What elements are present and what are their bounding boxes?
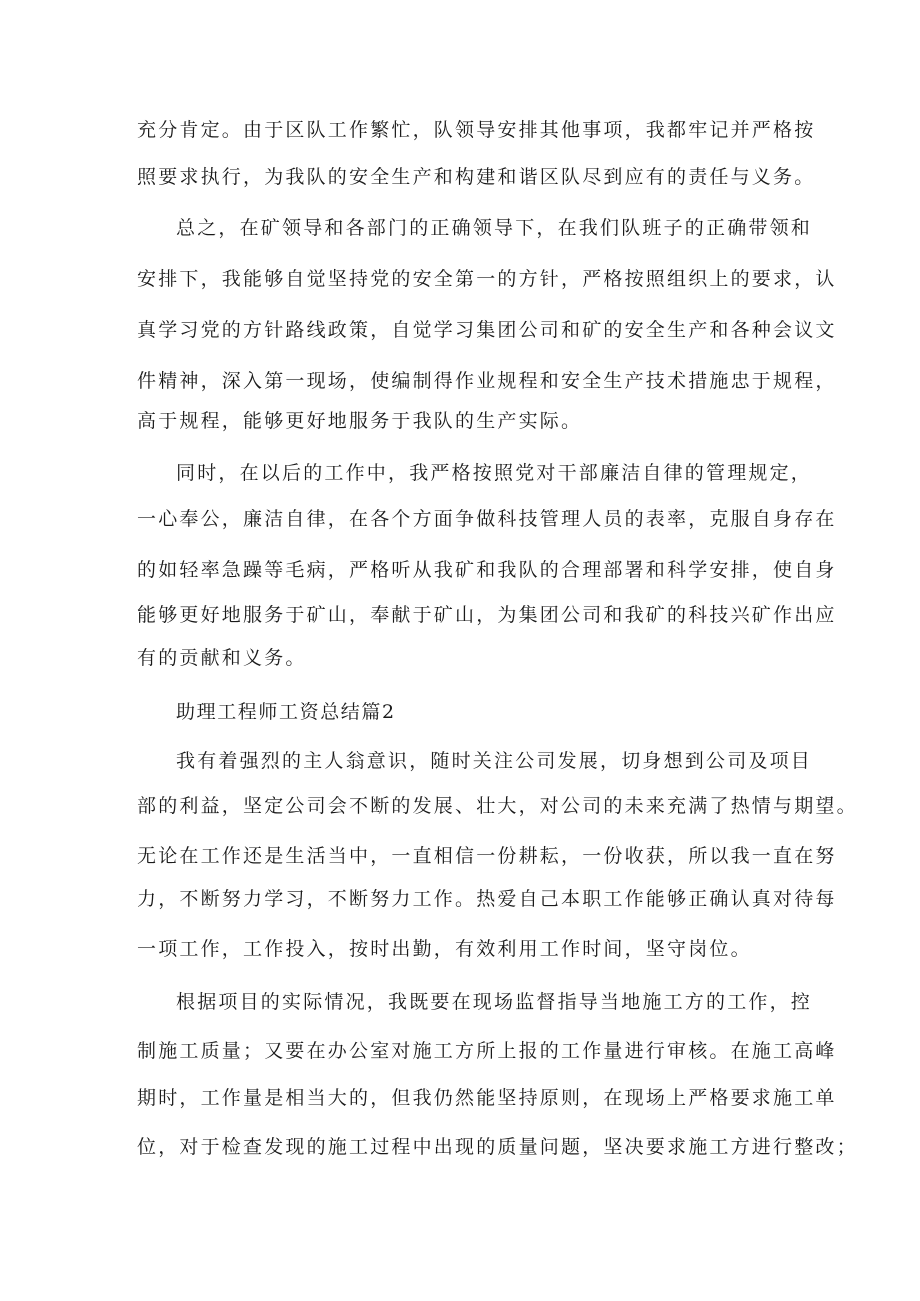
paragraph-line: 我有着强烈的主人翁意识，随时关注公司发展，切身想到公司及项目 (176, 750, 813, 772)
paragraph-line: 的如轻率急躁等毛病，严格听从我矿和我队的合理部署和科学安排，使自身 (137, 559, 837, 581)
section-heading: 助理工程师工资总结篇2 (176, 701, 396, 723)
paragraph-line: 照要求执行，为我队的安全生产和构建和谐区队尽到应有的责任与义务。 (137, 166, 816, 188)
paragraph-line: 充分肯定。由于区队工作繁忙，队领导安排其他事项，我都牢记并严格按 (137, 119, 816, 141)
paragraph-line: 根据项目的实际情况，我既要在现场监督指导当地施工方的工作，控 (176, 991, 813, 1013)
paragraph-line: 无论在工作还是生活当中，一直相信一份耕耘，一份收获，所以我一直在努 (137, 845, 837, 867)
paragraph-line: 真学习党的方针路线政策，自觉学习集团公司和矿的安全生产和各种会议文 (137, 319, 837, 341)
paragraph-line: 期时，工作量是相当大的，但我仍然能坚持原则，在现场上严格要求施工单 (137, 1087, 837, 1109)
paragraph-line: 同时，在以后的工作中，我严格按照党对干部廉洁自律的管理规定， (176, 462, 813, 484)
paragraph-line: 力，不断努力学习，不断努力工作。热爱自己本职工作能够正确认真对待每 (137, 888, 837, 910)
paragraph-line: 能够更好地服务于矿山，奉献于矿山，为集团公司和我矿的科技兴矿作出应 (137, 604, 837, 626)
paragraph-line: 制施工质量；又要在办公室对施工方所上报的工作量进行审核。在施工高峰 (137, 1040, 837, 1062)
paragraph-line: 一项工作，工作投入，按时出勤，有效利用工作时间，坚守岗位。 (137, 938, 752, 960)
paragraph-line: 高于规程，能够更好地服务于我队的生产实际。 (137, 410, 583, 432)
paragraph-line: 总之，在矿领导和各部门的正确领导下，在我们队班子的正确带领和 (176, 217, 813, 239)
paragraph-line: 部的利益，坚定公司会不断的发展、壮大，对公司的未来充满了热情与期望。 (137, 795, 858, 817)
paragraph-line: 一心奉公，廉洁自律，在各个方面争做科技管理人员的表率，克服自身存在 (137, 508, 837, 530)
paragraph-line: 位，对于检查发现的施工过程中出现的质量问题，坚决要求施工方进行整改； (137, 1136, 858, 1158)
paragraph-line: 有的贡献和义务。 (137, 647, 307, 669)
paragraph-line: 安排下，我能够自觉坚持党的安全第一的方针，严格按照组织上的要求，认 (137, 268, 837, 290)
paragraph-line: 件精神，深入第一现场，使编制得作业规程和安全生产技术措施忠于规程， (137, 370, 837, 392)
